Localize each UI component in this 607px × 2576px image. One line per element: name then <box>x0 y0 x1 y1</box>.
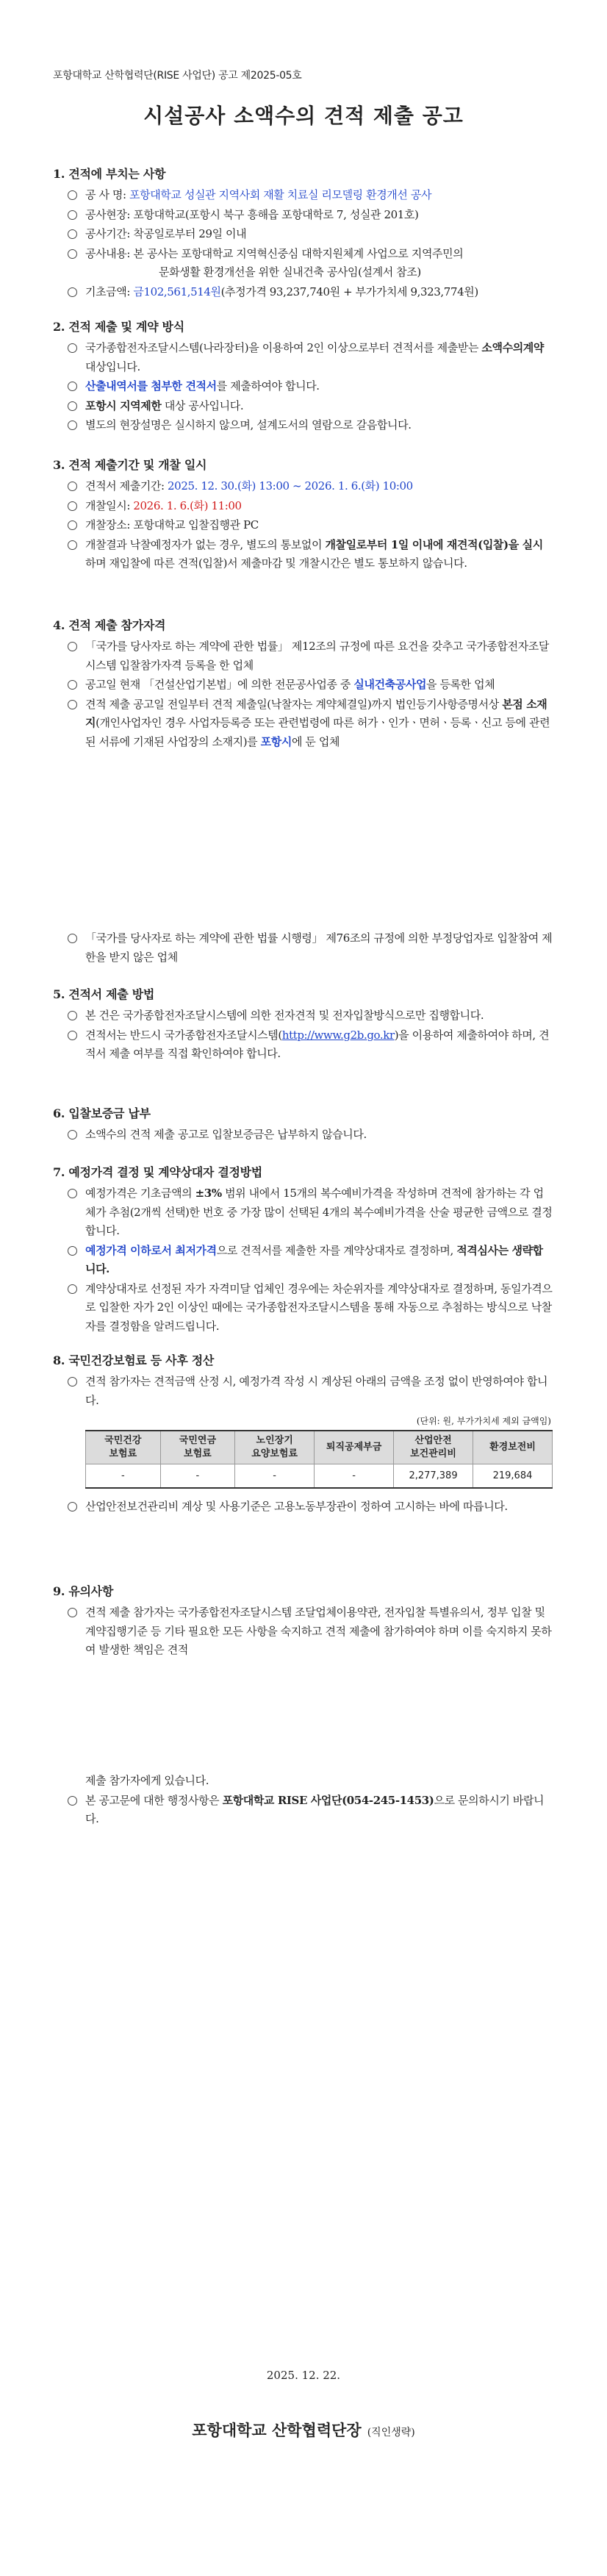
circle-bullet-icon <box>68 1284 77 1294</box>
circle-bullet-icon <box>68 1796 77 1806</box>
list-item: 견적서는 반드시 국가종합전자조달시스템(http://www.g2b.go.kr)을 이용하여 제출하여야 하며, 견적서 제출 여부를 직접 확인하여야 합니다. <box>53 1026 553 1064</box>
base-amount: 금102,561,514원 <box>133 285 221 298</box>
construction-content: 본 공사는 포항대학교 지역혁신중심 대학지원체계 사업으로 지역주민의 <box>133 246 464 260</box>
section-1 <box>53 165 553 302</box>
list-item: 소액수의 견적 제출 공고로 입찰보증금은 납부하지 않습니다. <box>53 1126 553 1145</box>
project-name: 포항대학교 성실관 지역사회 재활 치료실 리모델링 환경개선 공사 <box>129 188 432 201</box>
contact-info: 포항대학교 RISE 사업단(054-245-1453) <box>222 1793 434 1807</box>
circle-bullet-icon <box>68 343 77 353</box>
table-cell: - <box>86 1464 161 1489</box>
page-title: 시설공사 소액수의 견적 제출 공고 <box>143 104 464 128</box>
section-heading: 6. 입찰보증금 납부 <box>53 1106 151 1120</box>
table-cell: 2,277,389 <box>394 1464 473 1489</box>
circle-bullet-icon <box>68 382 77 391</box>
announcement-number: 포항대학교 산학협력단(RISE 사업단) 공고 제2025-05호 <box>53 70 302 82</box>
construction-period: 착공일로부터 29일 이내 <box>133 227 247 240</box>
insurance-table <box>85 1430 553 1489</box>
region-restriction: 포항시 지역제한 <box>85 398 162 412</box>
section-5 <box>53 985 553 1065</box>
lowest-price-rule: 예정가격 이하로서 최저가격 <box>85 1243 217 1257</box>
seal-note: (직인생략) <box>367 2427 415 2439</box>
section-6 <box>53 1104 553 1145</box>
item-label: 공사기간: <box>85 227 134 240</box>
list-item: 개찰결과 낙찰예정자가 없는 경우, 별도의 통보없이 개찰일로부터 1일 이내에 재견적(입찰)을 실시하며 재입찰에 따른 견적(입찰)서 제출마감 및 개찰시간은 별도 통보하지 않습니다. <box>53 536 553 573</box>
list-item: 「국가를 당사자로 하는 계약에 관한 법률」 제12조의 규정에 따른 요건을 갖추고 국가종합전자조달시스템 입찰참가자격 등록을 한 업체 <box>53 637 553 675</box>
table-header-cell: 퇴직공제부금 <box>315 1431 394 1464</box>
table-cell: 219,684 <box>473 1464 553 1489</box>
table-header-cell: 산업안전 보건관리비 <box>394 1431 473 1464</box>
license-type: 실내건축공사업 <box>353 678 427 691</box>
section-heading: 5. 견적서 제출 방법 <box>53 987 155 1001</box>
table-units-note: (단위: 원, 부가가치세 제외 금액임) <box>416 1416 551 1426</box>
section-heading: 4. 견적 제출 참가자격 <box>53 618 166 632</box>
circle-bullet-icon <box>68 287 77 297</box>
signer-title: 포항대학교 산학협력단장 <box>192 2422 362 2439</box>
circle-bullet-icon <box>68 210 77 220</box>
list-item: 산업안전보건관리비 계상 및 사용기준은 고용노동부장관이 정하여 고시하는 바에 따릅니다. <box>53 1498 553 1517</box>
section-2 <box>53 318 553 436</box>
section-7 <box>53 1163 553 1337</box>
circle-bullet-icon <box>68 1246 77 1256</box>
circle-bullet-icon <box>68 229 77 239</box>
list-item <box>53 245 553 282</box>
list-item: 포항시 지역제한 대상 공사입니다. <box>53 397 553 416</box>
section-9-cont <box>53 1772 553 1830</box>
section-9 <box>53 1582 553 1661</box>
circle-bullet-icon <box>68 1608 77 1617</box>
table-cell: - <box>160 1464 235 1489</box>
list-item: 산출내역서를 첨부한 견적서를 제출하여야 합니다. <box>53 377 553 396</box>
signer <box>0 2419 607 2441</box>
circle-bullet-icon <box>68 190 77 200</box>
circle-bullet-icon <box>68 482 77 491</box>
circle-bullet-icon <box>68 1031 77 1040</box>
list-item: 견적 제출 참가자는 국가종합전자조달시스템 조달업체이용약관, 전자입찰 특별유의서, 정부 입찰 및 계약집행기준 등 기타 필요한 모든 사항을 숙지하고 견적 제출에 참가하여야 하며 이를 숙지하지 못하여 발생한 책임은 견적 <box>53 1603 553 1660</box>
announcement-date: 2025. 12. 22. <box>266 2369 341 2382</box>
list-item: 견적서 제출기간: 2025. 12. 30.(화) 13:00 ~ 2026. 1. 6.(화) 10:00 <box>53 477 553 496</box>
list-item-cont: 제출 참가자에게 있습니다. <box>85 1774 209 1787</box>
list-item: 본 공고문에 대한 행정사항은 포항대학교 RISE 사업단(054-245-1453)으로 문의하시기 바랍니다. <box>53 1792 553 1829</box>
table-cell: - <box>315 1464 394 1489</box>
circle-bullet-icon <box>68 1011 77 1020</box>
circle-bullet-icon <box>68 1502 77 1511</box>
table-row <box>86 1464 553 1489</box>
section-heading: 3. 견적 제출기간 및 개찰 일시 <box>53 458 207 472</box>
construction-content-cont: 문화생활 환경개선을 위한 실내건축 공사임(설계서 참조) <box>159 265 421 279</box>
circle-bullet-icon <box>68 401 77 411</box>
list-item: 계약상대자로 선정된 자가 자격미달 업체인 경우에는 차순위자를 계약상대자로 결정하며, 동일가격으로 입찰한 자가 2인 이상인 때에는 국가종합전자조달시스템을 통해 자동으로 추첨하는 방식으로 낙찰자를 결정함을 알려드립니다. <box>53 1280 553 1337</box>
g2b-link[interactable]: http://www.g2b.go.kr <box>281 1028 395 1042</box>
circle-bullet-icon <box>68 1189 77 1198</box>
circle-bullet-icon <box>68 1130 77 1139</box>
list-item: 국가종합전자조달시스템(나라장터)을 이용하여 2인 이상으로부터 견적서를 제출받는 소액수의계약 대상입니다. <box>53 339 553 376</box>
section-4-cont <box>53 929 553 967</box>
list-item <box>53 206 553 225</box>
section-heading: 1. 견적에 부치는 사항 <box>53 167 166 181</box>
item-label: 공 사 명: <box>85 188 130 201</box>
list-item: 개찰장소: 포항대학교 입찰집행관 PC <box>53 516 553 535</box>
estimate-requirement: 산출내역서를 첨부한 견적서 <box>85 379 217 393</box>
site-location: 포항대학교(포항시 북구 흥해읍 포항대학로 7, 성실관 201호) <box>133 207 419 221</box>
circle-bullet-icon <box>68 421 77 430</box>
submission-period: 2025. 12. 30.(화) 13:00 ~ 2026. 1. 6.(화) 10:00 <box>168 479 413 493</box>
opening-place: 포항대학교 입찰집행관 PC <box>133 518 259 532</box>
table-header-cell: 국민연금 보험료 <box>160 1431 235 1464</box>
list-item <box>53 283 553 302</box>
list-item: 예정가격은 기초금액의 ±3% 범위 내에서 15개의 복수예비가격을 작성하며 견적에 참가하는 각 업체가 추첨(2개씩 선택)한 번호 중 가장 많이 선택된 4개의 복수예비가격을 산술 평균한 금액으로 결정합니다. <box>53 1184 553 1241</box>
table-header-cell: 노인장기 요양보험료 <box>235 1431 315 1464</box>
section-heading: 8. 국민건강보험료 등 사후 정산 <box>53 1353 215 1367</box>
section-heading: 7. 예정가격 결정 및 계약상대자 결정방법 <box>53 1165 262 1179</box>
section-heading: 2. 견적 제출 및 계약 방식 <box>53 320 184 334</box>
contract-type: 소액수의계약 <box>481 341 544 354</box>
list-item: 견적 참가자는 견적금액 산정 시, 예정가격 작성 시 계상된 아래의 금액을 조정 없이 반영하여야 합니다. <box>53 1373 553 1410</box>
circle-bullet-icon <box>68 680 77 690</box>
table-header-cell: 환경보전비 <box>473 1431 553 1464</box>
circle-bullet-icon <box>68 249 77 259</box>
list-item <box>53 225 553 244</box>
circle-bullet-icon <box>68 540 77 550</box>
region-city: 포항시 <box>260 734 292 748</box>
list-item: 예정가격 이하로서 최저가격으로 견적서를 제출한 자를 계약상대자로 결정하며, 적격심사는 생략합니다. <box>53 1242 553 1279</box>
list-item <box>53 186 553 205</box>
list-item: 별도의 현장설명은 실시하지 않으며, 설계도서의 열람으로 갈음합니다. <box>53 416 553 435</box>
circle-bullet-icon <box>68 642 77 651</box>
section-heading: 9. 유의사항 <box>53 1584 113 1598</box>
circle-bullet-icon <box>68 700 77 709</box>
base-amount-detail: (추정가격 93,237,740원 + 부가가치세 9,323,774원) <box>220 285 478 298</box>
list-item: 본 건은 국가종합전자조달시스템에 의한 전자견적 및 전자입찰방식으로만 집행합니다. <box>53 1006 553 1026</box>
item-label: 기초금액: <box>85 285 134 298</box>
section-4 <box>53 616 553 752</box>
circle-bullet-icon <box>68 501 77 511</box>
circle-bullet-icon <box>68 520 77 530</box>
circle-bullet-icon <box>68 934 77 943</box>
circle-bullet-icon <box>68 1377 77 1387</box>
table-cell: - <box>235 1464 315 1489</box>
item-label: 공사현장: <box>85 207 134 221</box>
opening-datetime: 2026. 1. 6.(화) 11:00 <box>133 498 242 512</box>
table-header-cell: 국민건강 보험료 <box>86 1431 161 1464</box>
list-item: 공고일 현재 「건설산업기본법」에 의한 전문공사업종 중 실내건축공사업을 등록한 업체 <box>53 676 553 695</box>
list-item: 견적 제출 공고일 전일부터 견적 제출일(낙찰자는 계약체결일)까지 법인등기사항증명서상 본점 소재지(개인사업자인 경우 사업자등록증 또는 관련법령에 따른 허가ㆍ인가ㆍ면허ㆍ등록ㆍ신고 등에 관련된 서류에 기재된 사업장의 소재지)를 포항시에 둔 업체 <box>53 695 553 752</box>
section-8 <box>53 1351 553 1517</box>
list-item: 개찰일시: 2026. 1. 6.(화) 11:00 <box>53 497 553 516</box>
section-3 <box>53 456 553 574</box>
table-header-row <box>86 1431 553 1464</box>
list-item: 「국가를 당사자로 하는 계약에 관한 법률 시행령」 제76조의 규정에 의한 부정당업자로 입찰참여 제한을 받지 않은 업체 <box>53 929 553 967</box>
item-label: 공사내용: <box>85 246 134 260</box>
